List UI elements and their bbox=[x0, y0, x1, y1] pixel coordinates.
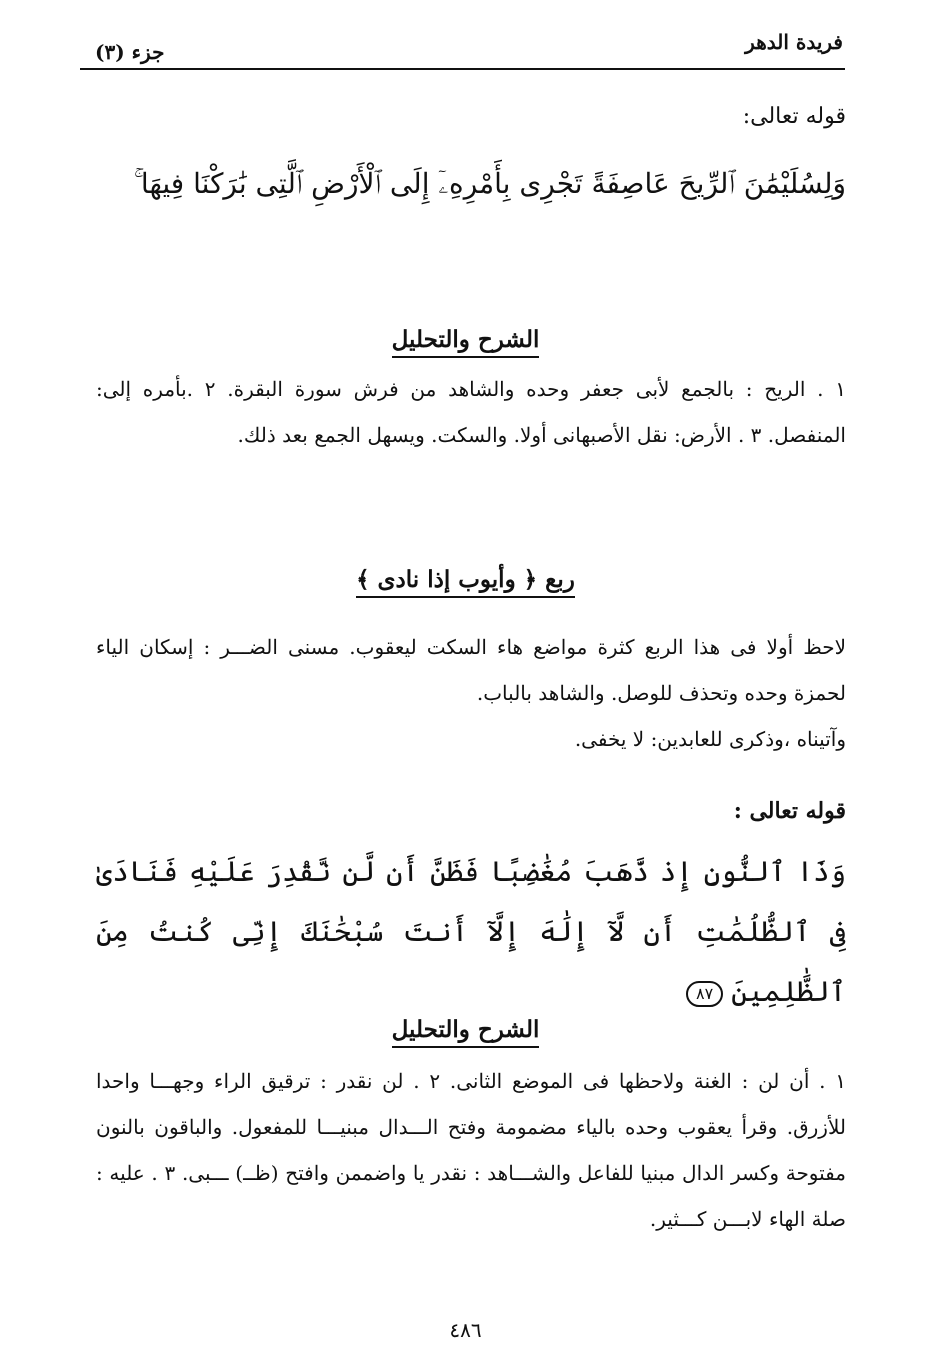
section-heading-1-text: الشرح والتحليل bbox=[392, 326, 540, 358]
page-number: ٤٨٦ bbox=[449, 1318, 482, 1342]
verse-intro-label-2: قوله تعالى : bbox=[733, 798, 846, 824]
verse-intro-label-1: قوله تعالى: bbox=[742, 104, 846, 129]
quarter-paragraph: لاحظ أولا فى هذا الربع كثرة مواضع هاء السكت ليعقوب. مسنى الضـــر : إسكان الياء لحمزة وحده وتحذف للوصل. والشاهد بالباب. bbox=[96, 635, 846, 705]
commentary-paragraph-1: ١ . الريح : بالجمع لأبى جعفر وحده والشاهد من فرش سورة البقرة. ٢ .بأمره إلى: المنفصل. ٣ . الأرض: نقل الأصبهانى أولا. والسكت. ويسهل الجمع بعد ذلك. bbox=[96, 377, 846, 447]
section-heading-2-text: الشرح والتحليل bbox=[392, 1016, 540, 1048]
quran-verse-2 bbox=[96, 842, 846, 1022]
quran-verse-2-text: وَذَا ٱلنُّونِ إِذ ذَّهَبَ مُغَٰضِبًا فَظَنَّ أَن لَّن نَّقْدِرَ عَلَيْهِ فَنَادَىٰ فِى ٱلظُّلُمَٰتِ أَن لَّآ إِلَٰهَ إِلَّآ أَنتَ سُبْحَٰنَكَ إِنِّى كُنتُ مِنَ ٱلظَّٰلِمِينَ bbox=[96, 855, 846, 1008]
section-heading-2 bbox=[0, 1016, 931, 1043]
section-heading-1 bbox=[0, 326, 931, 353]
book-title: فريدة الدهر bbox=[745, 30, 843, 54]
header-divider bbox=[80, 68, 845, 70]
ayah-number-badge: ٨٧ bbox=[686, 981, 723, 1007]
quarter-heading-text: ربع ﴿ وأيوب إذا نادى ﴾ bbox=[356, 566, 575, 598]
quarter-paragraph-line2: وآتيناه ،وذكرى للعابدين: لا يخفى. bbox=[574, 727, 846, 751]
commentary-paragraph-2: ١ . أن لن : الغنة ولاحظها فى الموضع الثانى. ٢ . لن نقدر : ترقيق الراء وجهـــا واحدا للأزرق. وقرأ يعقوب وحده بالياء مضمومة وفتح الـــدال مبنيـــا للمفعول. والباقون بالنون مفتوحة وكسر الدال مبنيا للفاعل والشـــاهد : نقدر يا واضممن وافتح (ظــ) ـــبى. ٣ . عليه : صلة الهاء لابـــن كـــثير. bbox=[96, 1069, 847, 1231]
quarter-heading bbox=[0, 566, 931, 593]
quran-verse-1: وَلِسُلَيْمَٰنَ ٱلرِّيحَ عَاصِفَةً تَجْرِى بِأَمْرِهِۦٓ إِلَى ٱلْأَرْضِ ٱلَّتِى بَٰرَكْنَا فِيهَا ۚ bbox=[133, 167, 846, 200]
part-number: جزء (٣) bbox=[95, 40, 165, 64]
